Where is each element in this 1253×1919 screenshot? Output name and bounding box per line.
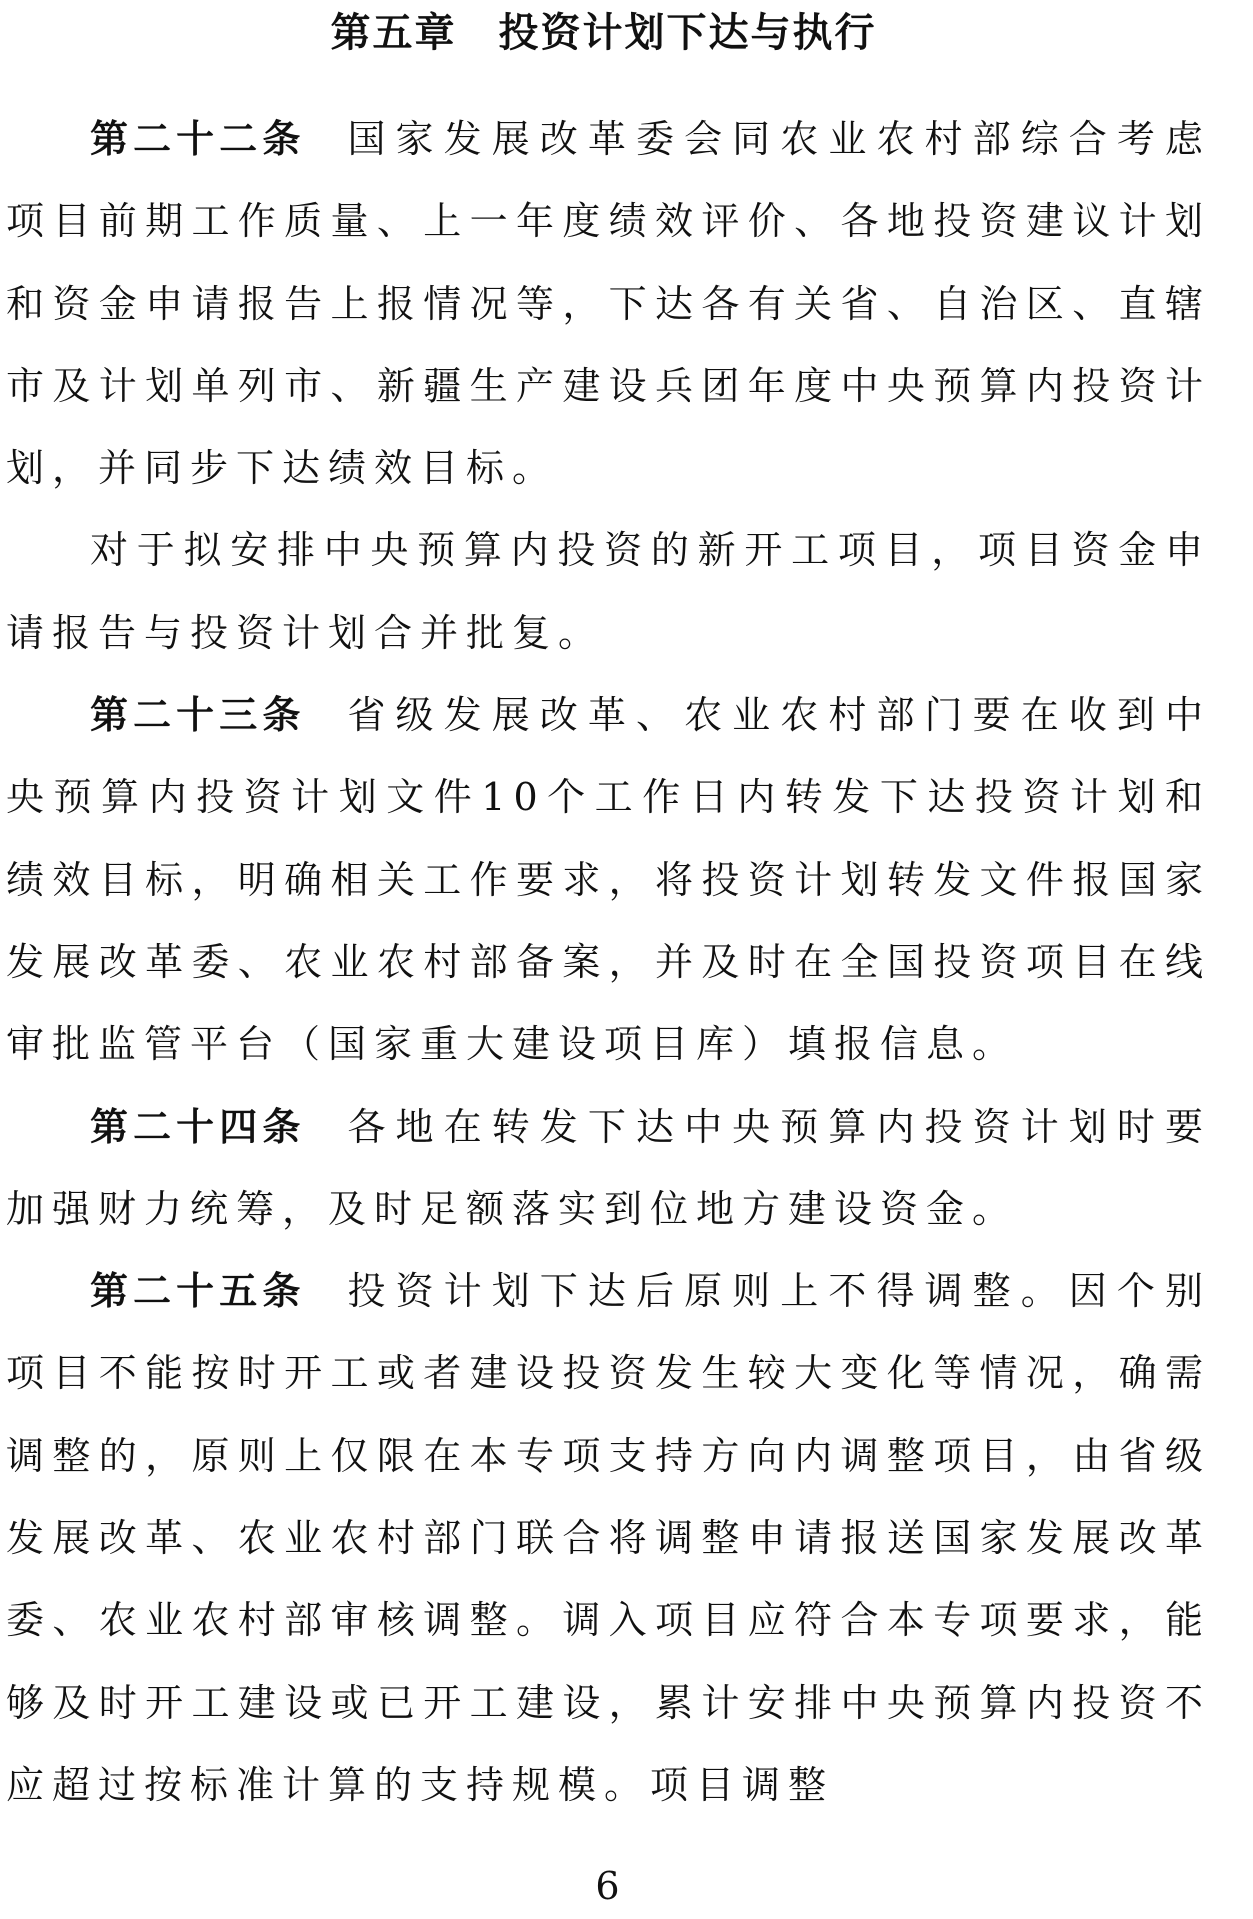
article-label: 第二十五条 xyxy=(90,1269,306,1314)
article-label: 第二十三条 xyxy=(90,693,306,738)
article-text: 投资计划下达后原则上不得调整。因个别项目不能按时开工或者建设投资发生较大变化等情况，确需调整的，原则上仅限在本专项支持方向内调整项目，由省级发展改革、农业农村部门联合将调整申请报送国家发展改革委、农业农村部审核调整。调入项目应符合本专项要求，能够及时开工建设或已开工建设，累计安排中央预算内投资不应超过按标准计算的支持规模。项目调整 xyxy=(6,1269,1211,1807)
article-text: 国家发展改革委会同农业农村部综合考虑项目前期工作质量、上一年度绩效评价、各地投资建议计划和资金申请报告上报情况等，下达各有关省、自治区、直辖市及计划单列市、新疆生产建设兵团年度中央预算内投资计划，并同步下达绩效目标。 xyxy=(6,117,1211,491)
article-22-paragraph-2 xyxy=(6,509,1211,674)
page-number: 6 xyxy=(595,1864,620,1908)
article-label: 第二十四条 xyxy=(90,1104,306,1149)
article-label: 第二十二条 xyxy=(90,117,306,161)
article-text: 省级发展改革、农业农村部门要在收到中央预算内投资计划文件10个工作日内转发下达投资计划和绩效目标，明确相关工作要求，将投资计划转发文件报国家发展改革委、农业农村部备案，并及时在全国投资项目在线审批监管平台（国家重大建设项目库）填报信息。 xyxy=(6,693,1211,1067)
article-22 xyxy=(6,98,1211,509)
chapter-title: 第五章 投资计划下达与执行 xyxy=(330,10,877,56)
document-body xyxy=(6,98,1211,1826)
article-23 xyxy=(6,674,1211,1085)
paragraph-text: 对于拟安排中央预算内投资的新开工项目，项目资金申请报告与投资计划合并批复。 xyxy=(6,528,1211,655)
article-24 xyxy=(6,1086,1211,1251)
article-25 xyxy=(6,1250,1211,1826)
article-text: 各地在转发下达中央预算内投资计划时要加强财力统筹，及时足额落实到位地方建设资金。 xyxy=(6,1104,1211,1231)
